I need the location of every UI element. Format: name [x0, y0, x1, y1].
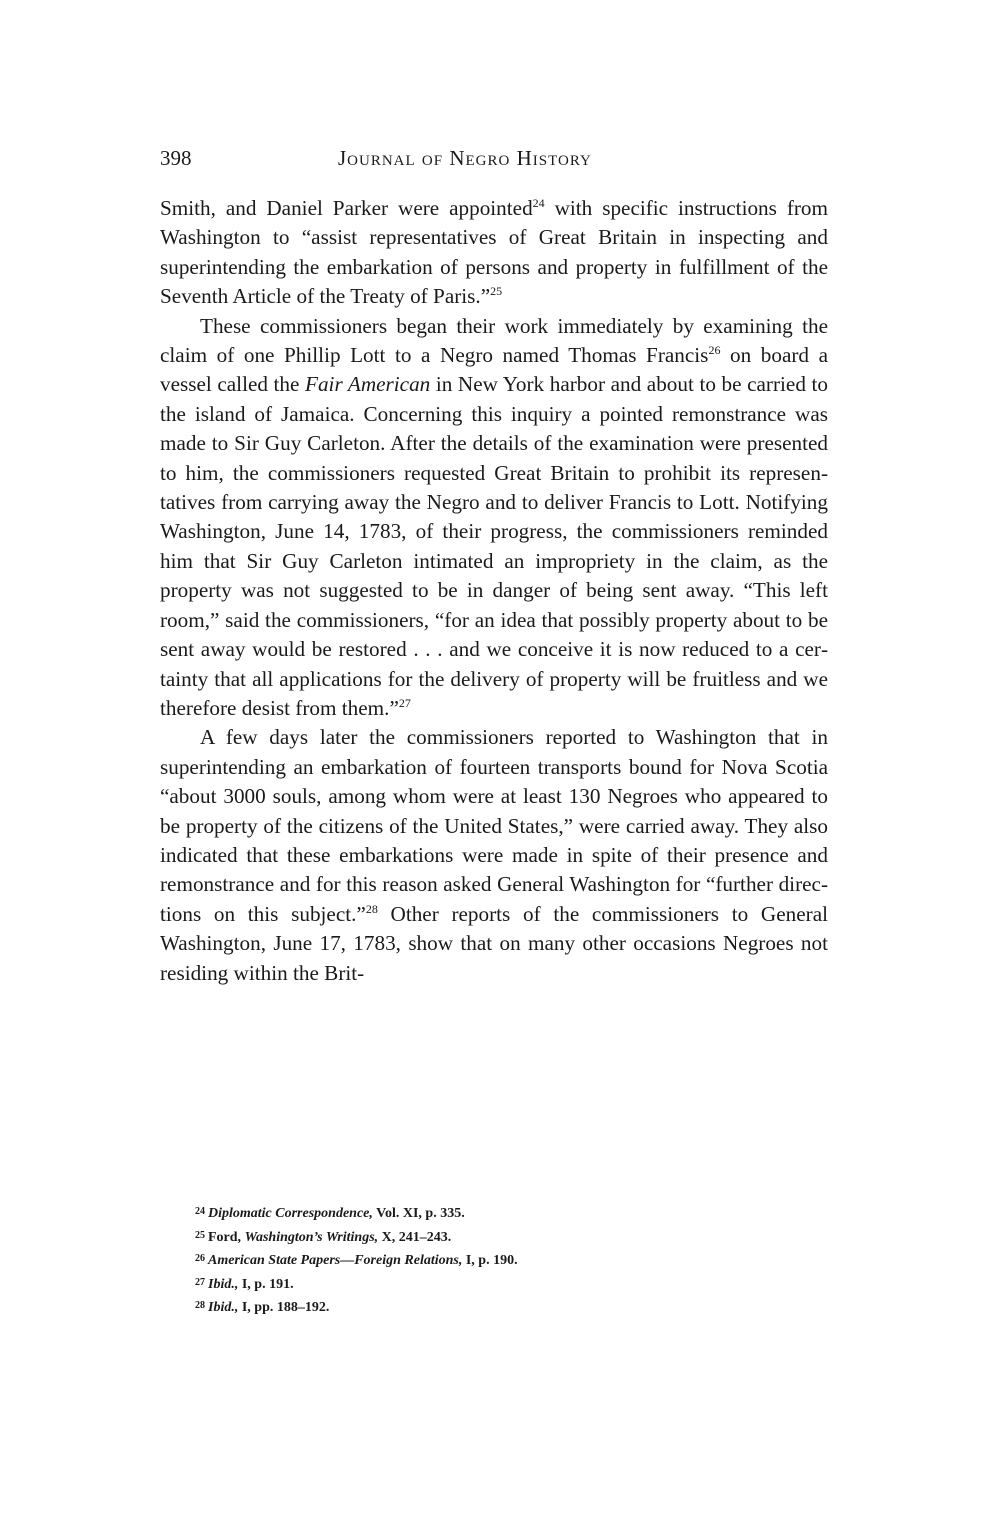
footnote-italic-text: Diplomatic Correspondence,	[208, 1206, 373, 1221]
footnote-italic-text: American State Papers—Foreign Relations,	[208, 1253, 463, 1268]
footnote-italic-text: Ibid.,	[208, 1300, 239, 1315]
footnote-reference: 25	[490, 284, 503, 299]
paragraph-text: A few days later the commissioners reported to Washington that in superintending an embarkation of fourteen transports bound for Nova Scotia “about 3000 souls, among whom were at least 130 Negroes who appeared to be property of the citizens of the United States,” were carried away. They also indicated that these embarkations were made in spite of their presence and remonstrance and for this reason asked General Washington for “further directions on this subject.”	[160, 725, 828, 926]
page-number: 398	[160, 146, 192, 170]
footnote	[195, 1248, 828, 1272]
footnotes	[195, 1201, 828, 1319]
paragraph	[160, 312, 828, 724]
footnote-reference: 28	[365, 901, 378, 916]
footnote	[195, 1201, 828, 1225]
footnote	[195, 1272, 828, 1296]
footnote-italic-text: Ibid.,	[208, 1276, 239, 1292]
footnote-number: 24	[195, 1206, 205, 1217]
footnote-text: X, 241–243.	[378, 1229, 452, 1245]
paragraph-text: in New York harbor and about to be carried to the island of Jamaica. Concerning this inquiry a pointed remonstrance was made to Sir Guy Carleton. After the details of the examination were presented to him, the commissioners requested Great Britain to prohibit its representatives from carrying away the Negro and to deliver Francis to Lott. Notifying Washington, June 14, 1783, of their progress, the commissioners reminded him that Sir Guy Carleton intimated an impropriety in the claim, as the property was not suggested to be in danger of being sent away. “This left room,” said the commissioners, “for an idea that possibly property about to be sent away would be restored . . . and we conceive it is now reduced to a certainty that all applications for the delivery of property will be fruitless and we therefore desist from them.”	[160, 372, 829, 720]
paragraph-text: on board a vessel called the	[160, 343, 828, 397]
footnote-text: Ford,	[208, 1229, 245, 1245]
footnote	[195, 1295, 828, 1319]
footnote-text: I, pp. 188–192.	[238, 1300, 330, 1315]
paragraph-text: with specific instructions from Washington to “assist representatives of Great Britain in inspecting and superintending the embarkation of persons and property in fulfillment of the Seventh Article of the Treaty of Paris.”	[160, 196, 828, 309]
paragraph-text: Other reports of the commissioners to General Washington, June 17, 1783, show that on many other occasions Negroes not residing within the Brit-	[160, 901, 828, 985]
paragraph	[160, 723, 828, 988]
footnote-number: 25	[195, 1229, 205, 1241]
footnote-number: 26	[195, 1253, 205, 1264]
running-head	[160, 146, 828, 176]
footnote-reference: 27	[398, 695, 411, 710]
body-text	[160, 194, 828, 988]
paragraph-text: Smith, and Daniel Parker were appointed	[160, 196, 533, 220]
paragraph-italic-text: Fair American	[305, 372, 431, 397]
footnote-number: 28	[195, 1300, 205, 1311]
footnote-italic-text: Washington’s Writings,	[244, 1229, 379, 1245]
footnote	[195, 1225, 828, 1249]
footnote-text: I, p. 191.	[238, 1276, 294, 1292]
footnote-number: 27	[195, 1276, 205, 1288]
footnote-reference: 24	[532, 196, 545, 210]
paragraph-text: These commissioners began their work immediately by examining the claim of one Phillip Lott to a Negro named Thomas Francis	[160, 313, 828, 368]
footnote-text: I, p. 190.	[462, 1253, 518, 1268]
footnote-reference: 26	[708, 343, 721, 358]
paragraph	[160, 194, 828, 312]
journal-title: Journal of Negro History	[338, 146, 592, 170]
footnote-text: Vol. XI, p. 335.	[372, 1206, 465, 1221]
